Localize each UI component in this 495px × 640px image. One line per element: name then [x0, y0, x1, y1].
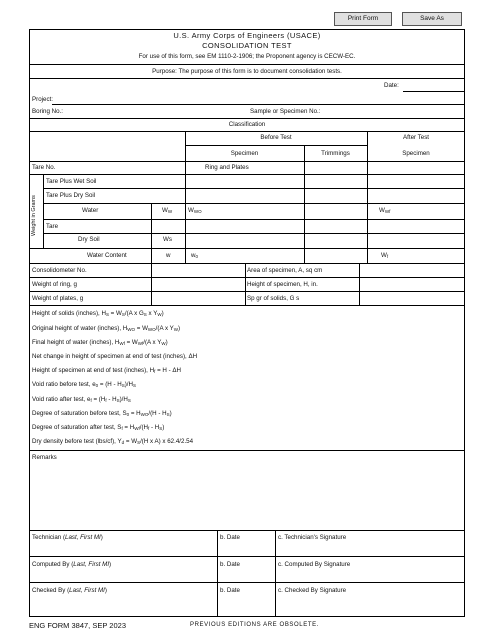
tare-wet-label: Tare Plus Wet Soil: [46, 178, 97, 185]
weight-in-grams-label: Weight in Grams: [31, 195, 37, 236]
water-content-label: Water Content: [87, 252, 127, 259]
tare-dry-label: Tare Plus Dry Soil: [46, 192, 96, 199]
form-number: ENG FORM 3847, SEP 2023: [29, 621, 126, 630]
consolidometer-label: Consolidometer No.: [32, 267, 87, 274]
use-statement: For use of this form, see EM 1110-2-1906; the Proponent agency is CECW-EC.: [138, 53, 356, 60]
computed-signature-label: c. Computed By Signature: [278, 561, 351, 568]
specimen-after-header: Specimen: [402, 150, 430, 157]
project-label: Project:: [32, 96, 53, 103]
wf-symbol: $W_f$: [381, 252, 389, 259]
height-end-formula: Height of specimen at end of test (inches), $H_f = H - \Delta H$: [32, 367, 181, 374]
plates-weight-label: Weight of plates, g: [32, 295, 84, 302]
height-solids-formula: Height of solids (inches), $H_S = W_S/(A$ x $G_S$ x $Y_W$): [32, 310, 164, 317]
technician-date-label: b. Date: [220, 534, 240, 541]
before-test-header: Before Test: [260, 134, 292, 141]
sat-before-formula: Degree of saturation before test, $S_0 = H_{WO}/(H - H_S)$: [32, 410, 172, 417]
ring-weight-label: Weight of ring, g: [32, 281, 77, 288]
tare-label: Tare: [46, 223, 59, 230]
technician-signature-label: c. Technician's Signature: [278, 534, 347, 541]
net-change-formula: Net change in height of specimen at end of test (inches), ΔH: [32, 353, 198, 360]
tare-no-label: Tare No.: [32, 164, 56, 171]
specimen-header: Specimen: [230, 150, 259, 157]
ws-symbol: Ws: [163, 236, 172, 243]
w0-symbol: $w_0$: [191, 252, 198, 259]
wwf-symbol: $W_{Wf}$: [379, 207, 391, 214]
w-symbol: w: [166, 252, 171, 259]
dry-soil-label: Dry Soil: [78, 236, 100, 243]
wwo-symbol: $W_{WO}$: [188, 207, 202, 214]
classification-label: Classification: [228, 121, 266, 128]
print-form-button[interactable]: Print Form: [334, 12, 392, 26]
final-water-formula: Final height of water (inches), $H_{Wf} = W_{Wf}/(A$ x $Y_W$): [32, 339, 168, 346]
area-label: Area of specimen, A, sq cm: [247, 267, 323, 274]
checked-by-label: Checked By (Last, First MI): [32, 587, 107, 594]
void-after-formula: Void ratio after test, $e_f = (H_f - H_S)/H_S$: [32, 396, 131, 403]
void-before-formula: Void ratio before test, $e_0 = (H - H_S)/H_S$: [32, 381, 136, 388]
orig-water-formula: Original height of water (inches), $H_{WO} = W_{WO}/(A$ x $Y_W$): [32, 325, 181, 332]
purpose-statement: Purpose: The purpose of this form is to document consolidation tests.: [152, 68, 342, 75]
after-test-header: After Test: [403, 134, 430, 141]
ring-plates-label: Ring and Plates: [205, 164, 249, 171]
computed-by-label: Computed By (Last, First MI): [32, 561, 112, 568]
dry-density-formula: Dry density before test (lbs/cf), $Y_d = W_S/(H$ x A) x 62.4/2.54: [32, 438, 194, 445]
checked-date-label: b. Date: [220, 587, 240, 594]
ww-symbol: $W_W$: [162, 207, 173, 214]
sample-label: Sample or Specimen No.:: [250, 108, 321, 115]
form-title: CONSOLIDATION TEST: [202, 41, 292, 50]
remarks-label: Remarks: [32, 454, 57, 461]
water-label: Water: [82, 207, 99, 214]
save-as-button[interactable]: Save As: [402, 12, 462, 26]
date-label: Date:: [384, 82, 399, 89]
boring-label: Boring No.:: [32, 108, 63, 115]
trimmings-header: Trimmings: [321, 150, 350, 157]
obsolete-note: PREVIOUS EDITIONS ARE OBSOLETE.: [190, 622, 319, 628]
computed-date-label: b. Date: [220, 561, 240, 568]
spgr-label: Sp gr of solids, G s: [247, 295, 300, 302]
technician-label: Technician (Last, First MI): [32, 534, 103, 541]
height-label: Height of specimen, H, in.: [247, 281, 318, 288]
checked-signature-label: c. Checked By Signature: [278, 587, 347, 594]
org-name: U.S. Army Corps of Engineers (USACE): [173, 31, 321, 40]
sat-after-formula: Degree of saturation after test, $S_f = H_{Wf}/(H_f - H_S)$: [32, 424, 165, 431]
